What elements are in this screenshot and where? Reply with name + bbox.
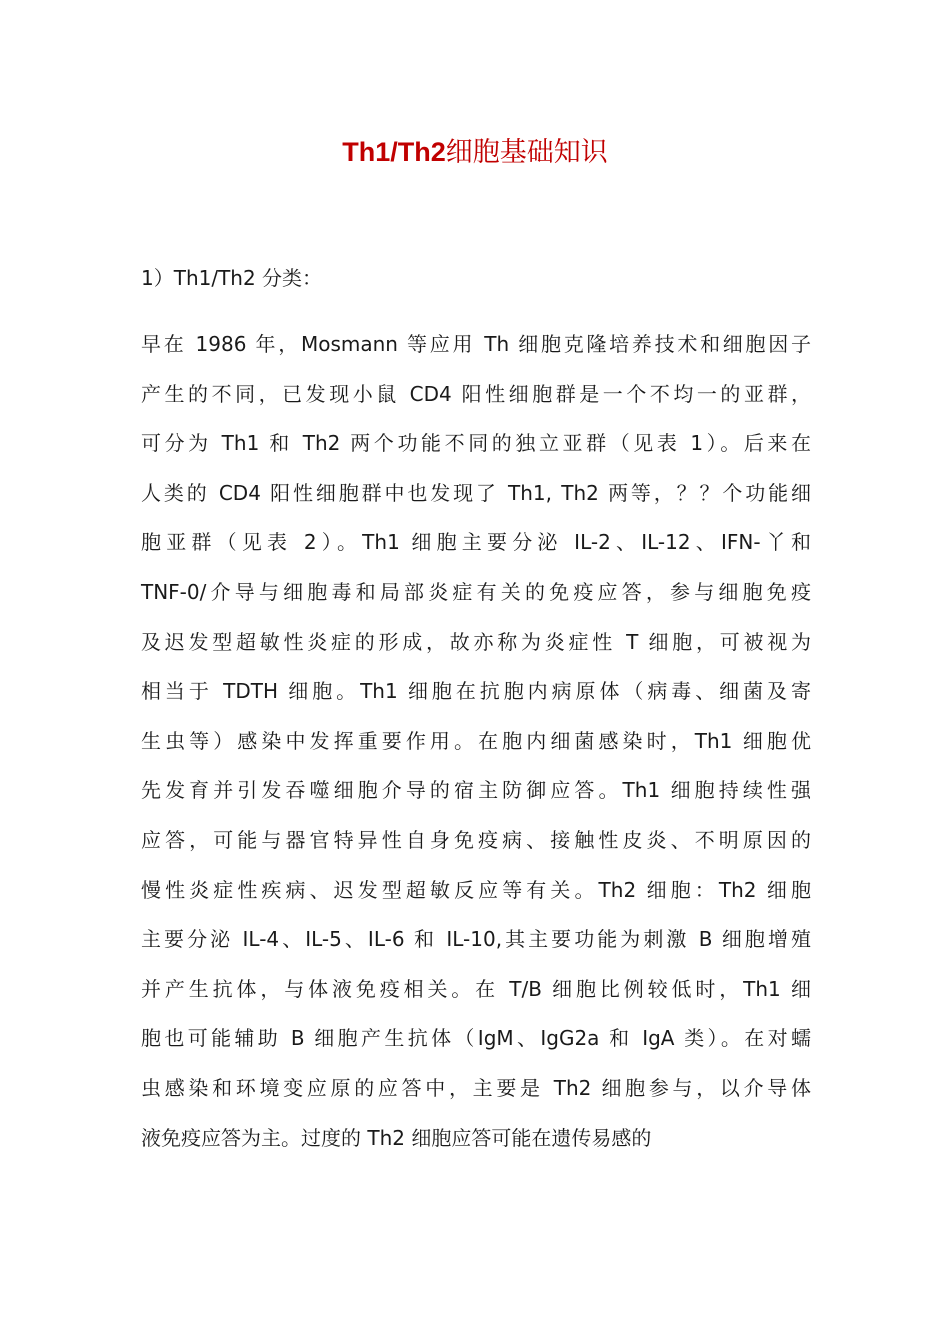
paragraph-line: 可分为 Th1 和 Th2 两个功能不同的独立亚群（见表 1）。后来在 xyxy=(141,431,811,456)
paragraph-line: 虫感染和环境变应原的应答中，主要是 Th2 细胞参与，以介导体 xyxy=(141,1075,811,1100)
paragraph-line: 液免疫应答为主。过度的 Th2 细胞应答可能在遗传易感的 xyxy=(141,1125,652,1150)
paragraph-line: 生虫等）感染中发挥重要作用。在胞内细菌感染时，Th1 细胞优 xyxy=(141,728,811,753)
paragraph-line: 应答，可能与器官特异性自身免疫病、接触性皮炎、不明原因的 xyxy=(141,827,811,852)
paragraph-line: 先发育并引发吞噬细胞介导的宿主防御应答。Th1 细胞持续性强 xyxy=(141,778,811,803)
paragraph-line: 胞亚群（见表 2）。Th1 细胞主要分泌 IL-2、IL-12、IFN-丫和 xyxy=(141,530,811,555)
paragraph-line: 人类的 CD4 阳性细胞群中也发现了 Th1, Th2 两等，？？个功能细 xyxy=(141,480,811,505)
document-title xyxy=(0,130,950,175)
paragraph-line: 胞也可能辅助 B 细胞产生抗体（IgM、IgG2a 和 IgA 类）。在对蠕 xyxy=(141,1026,811,1051)
paragraph-line: 早在 1986 年，Mosmann 等应用 Th 细胞克隆培养技术和细胞因子 xyxy=(141,332,811,356)
paragraph-line: 并产生抗体，与体液免疫相关。在 T/B 细胞比例较低时，Th1 细 xyxy=(141,976,811,1001)
paragraph-line: TNF-0/介导与细胞毒和局部炎症有关的免疫应答，参与细胞免疫 xyxy=(141,579,811,604)
document-title-cjk: 细胞基础知识 xyxy=(445,137,608,168)
document-title-latin: Th1/Th2 xyxy=(342,137,446,167)
paragraph-line: 及迟发型超敏性炎症的形成，故亦称为炎症性 T 细胞，可被视为 xyxy=(141,629,811,654)
paragraph-line: 相当于 TDTH 细胞。Th1 细胞在抗胞内病原体（病毒、细菌及寄 xyxy=(141,679,811,704)
paragraph-line: 慢性炎症性疾病、迟发型超敏反应等有关。Th2 细胞：Th2 细胞 xyxy=(141,877,811,902)
section-heading: 1）Th1/Th2 分类： xyxy=(141,266,323,290)
paragraph-line: 产生的不同，已发现小鼠 CD4 阳性细胞群是一个不均一的亚群， xyxy=(141,381,811,406)
body-paragraph xyxy=(141,320,811,1163)
paragraph-line: 主要分泌 IL-4、IL-5、IL-6 和 IL-10,其主要功能为刺激 B 细胞增殖 xyxy=(141,927,811,952)
